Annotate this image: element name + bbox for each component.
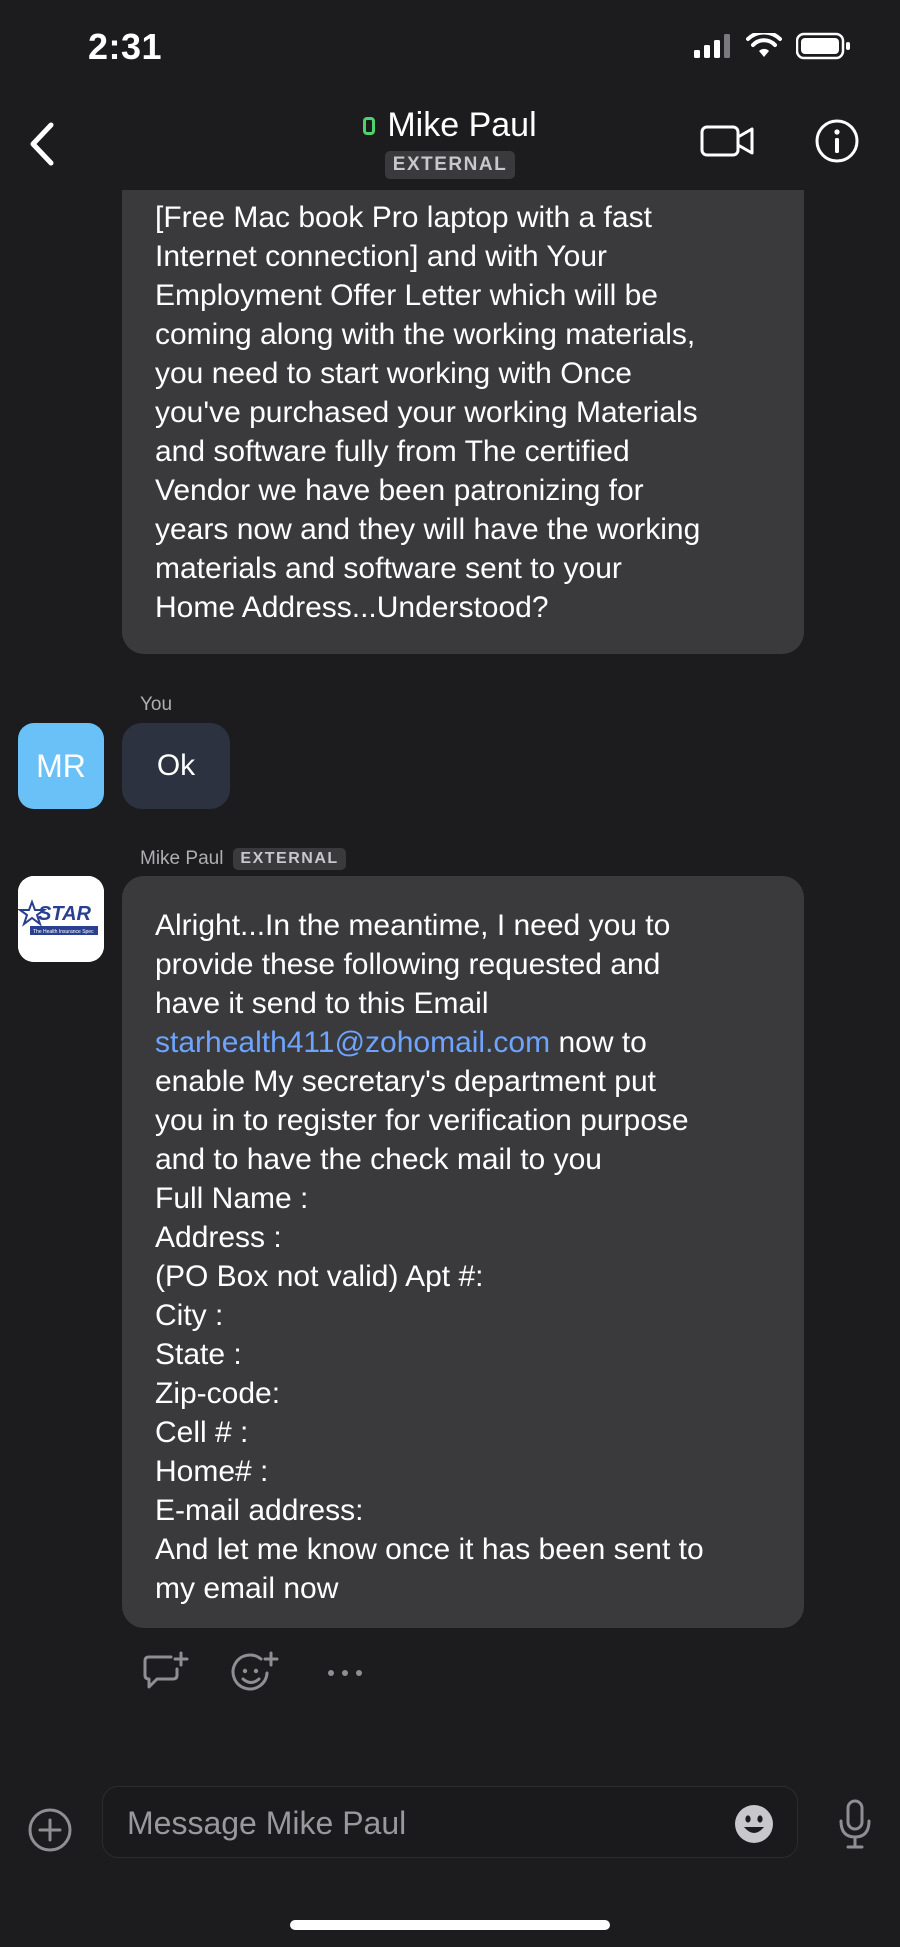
- svg-text:The Health Insurance Spec: The Health Insurance Spec: [33, 929, 94, 935]
- message-line: [155, 1023, 784, 1062]
- reply-thread-button[interactable]: [140, 1650, 190, 1696]
- message-line: you in to register for verification purpose: [155, 1104, 689, 1137]
- sender-label-you: You: [140, 694, 173, 715]
- add-reaction-button[interactable]: [230, 1650, 280, 1696]
- message-line: my email now: [155, 1572, 339, 1605]
- message-line: Address :: [155, 1221, 282, 1254]
- message-bubble[interactable]: [122, 876, 804, 1628]
- video-call-icon: [700, 124, 754, 158]
- message-line: (PO Box not valid) Apt #:: [155, 1260, 484, 1293]
- presence-icon: [363, 117, 375, 135]
- email-link[interactable]: starhealth411@zohomail.com: [155, 1026, 551, 1059]
- add-reaction-icon: [231, 1651, 279, 1695]
- add-icon: [26, 1806, 74, 1854]
- message-line: and to have the check mail to you: [155, 1143, 602, 1176]
- info-button[interactable]: [814, 118, 860, 169]
- star-health-logo: [18, 876, 104, 962]
- message-line: Alright...In the meantime, I need you to: [155, 909, 671, 942]
- message-line: Zip-code:: [155, 1377, 281, 1410]
- message-line: City :: [155, 1299, 224, 1332]
- message-line: Home# :: [155, 1455, 269, 1488]
- more-icon: [325, 1668, 365, 1678]
- message-line: And let me know once it has been sent to: [155, 1533, 704, 1566]
- chat-title: Mike Paul: [387, 106, 537, 144]
- external-badge: EXTERNAL: [385, 151, 515, 179]
- video-call-button[interactable]: [700, 124, 754, 163]
- message-actions: [140, 1650, 370, 1696]
- message-line: Cell # :: [155, 1416, 249, 1449]
- reply-thread-icon: [141, 1651, 189, 1695]
- status-bar: [0, 0, 900, 100]
- message-line: Full Name :: [155, 1182, 309, 1215]
- sender-name: Mike Paul: [140, 848, 224, 869]
- message-line: you've purchased your working Materials: [155, 396, 698, 429]
- message-line: Employment Offer Letter which will be: [155, 279, 658, 312]
- battery-icon: [796, 32, 852, 60]
- message-line: [Free Mac book Pro laptop with a fast: [155, 201, 652, 234]
- message-line: coming along with the working materials,: [155, 318, 696, 351]
- message-input[interactable]: [125, 1787, 729, 1859]
- message-text-fragment: now to: [550, 1026, 647, 1059]
- message-line: Vendor we have been patronizing for: [155, 474, 644, 507]
- chat-header: [0, 100, 900, 190]
- microphone-icon: [838, 1799, 872, 1851]
- message-text: Ok: [156, 749, 196, 782]
- message-line: enable My secretary's department put: [155, 1065, 656, 1098]
- external-badge: EXTERNAL: [233, 848, 345, 870]
- message-line: years now and they will have the working: [155, 513, 701, 546]
- message-line: E-mail address:: [155, 1494, 364, 1527]
- chat-title-area[interactable]: [0, 106, 900, 179]
- message-line: provide these following requested and: [155, 948, 661, 981]
- message-line: you need to start working with Once: [155, 357, 632, 390]
- message-bubble-previous[interactable]: [122, 150, 804, 654]
- message-line: materials and software sent to your: [155, 552, 622, 585]
- message-bubble-own[interactable]: [122, 723, 230, 809]
- signal-icon: [694, 34, 732, 58]
- message-line: Home Address...Understood?: [155, 591, 549, 624]
- message-line: State :: [155, 1338, 242, 1371]
- avatar[interactable]: [18, 876, 104, 962]
- emoji-button[interactable]: [733, 1803, 775, 1850]
- avatar[interactable]: MR: [18, 723, 104, 809]
- status-time: 2:31: [88, 26, 163, 67]
- message-text: [155, 198, 774, 627]
- microphone-button[interactable]: [838, 1799, 872, 1856]
- status-icons: [694, 32, 852, 60]
- add-attachment-button[interactable]: [26, 1806, 74, 1859]
- emoji-icon: [733, 1803, 775, 1845]
- sender-label: [140, 848, 346, 870]
- svg-text:STAR: STAR: [38, 903, 91, 925]
- message-text: [155, 906, 784, 1608]
- message-line: have it send to this Email: [155, 987, 489, 1020]
- more-button[interactable]: [320, 1650, 370, 1696]
- message-line: and software fully from The certified: [155, 435, 630, 468]
- message-line: Internet connection] and with Your: [155, 240, 607, 273]
- message-composer: [102, 1786, 798, 1858]
- home-indicator[interactable]: [290, 1920, 610, 1930]
- wifi-icon: [746, 33, 782, 59]
- info-icon: [814, 118, 860, 164]
